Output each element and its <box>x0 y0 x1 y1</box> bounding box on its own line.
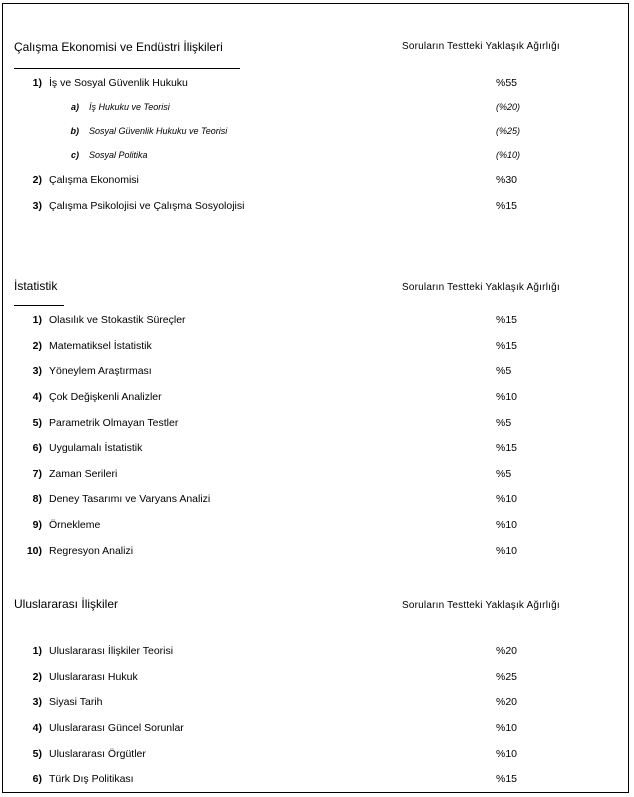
item-number: 6) <box>32 773 42 785</box>
item-label: Örnekleme <box>49 519 101 531</box>
subitem-label: Sosyal Güvenlik Hukuku ve Teorisi <box>89 126 228 136</box>
subitem-label: Sosyal Politika <box>89 150 148 160</box>
item-label: Uluslararası Güncel Sorunlar <box>49 722 184 734</box>
item-label: Deney Tasarımı ve Varyans Analizi <box>49 493 211 505</box>
item-number: 1) <box>32 77 42 89</box>
subitem-label: İş Hukuku ve Teorisi <box>89 102 170 112</box>
item-label: Çalışma Ekonomisi <box>49 174 139 186</box>
item-number: 3) <box>32 365 42 377</box>
item-number: 7) <box>32 468 42 480</box>
item-number: 10) <box>26 545 42 557</box>
item-weight: %10 <box>496 722 518 734</box>
item-label: Çok Değişkenli Analizler <box>49 391 162 403</box>
section-underline <box>14 68 240 69</box>
item-weight: %20 <box>496 696 518 708</box>
section-title: Çalışma Ekonomisi ve Endüstri İlişkileri <box>14 40 223 54</box>
item-number: 2) <box>32 671 42 683</box>
item-weight: %15 <box>496 314 518 326</box>
item-weight: %55 <box>496 77 518 89</box>
item-weight: %30 <box>496 174 518 186</box>
item-weight: %15 <box>496 442 518 454</box>
item-number: 3) <box>32 200 42 212</box>
item-number: 5) <box>32 417 42 429</box>
item-label: Zaman Serileri <box>49 468 118 480</box>
subitem-number: a) <box>70 102 79 112</box>
item-weight: %10 <box>496 748 518 760</box>
subitem-weight: (%10) <box>496 150 521 160</box>
item-number: 3) <box>32 696 42 708</box>
column-header: Soruların Testteki Yaklaşık Ağırlığı <box>402 600 560 611</box>
item-label: Çalışma Psikolojisi ve Çalışma Sosyolojisi <box>49 200 245 212</box>
item-label: Uluslararası Hukuk <box>49 671 138 683</box>
item-number: 8) <box>32 493 42 505</box>
item-number: 5) <box>32 748 42 760</box>
item-weight: %10 <box>496 545 518 557</box>
column-header: Soruların Testteki Yaklaşık Ağırlığı <box>402 41 560 52</box>
item-weight: %10 <box>496 391 518 403</box>
item-number: 1) <box>32 314 42 326</box>
item-label: Parametrik Olmayan Testler <box>49 417 179 429</box>
item-weight: %25 <box>496 671 518 683</box>
item-label: Matematiksel İstatistik <box>49 340 152 352</box>
item-number: 2) <box>32 340 42 352</box>
item-label: İş ve Sosyal Güvenlik Hukuku <box>49 77 188 89</box>
item-weight: %5 <box>496 365 512 377</box>
section-underline <box>14 305 64 306</box>
subitem-weight: (%20) <box>496 102 521 112</box>
item-weight: %15 <box>496 773 518 785</box>
item-label: Türk Dış Politikası <box>49 773 134 785</box>
item-number: 4) <box>32 391 42 403</box>
item-number: 2) <box>32 174 42 186</box>
subitem-number: b) <box>70 126 79 136</box>
item-label: Regresyon Analizi <box>49 545 134 557</box>
item-number: 4) <box>32 722 42 734</box>
item-label: Uluslararası Örgütler <box>49 748 146 760</box>
column-header: Soruların Testteki Yaklaşık Ağırlığı <box>402 282 560 293</box>
item-label: Olasılık ve Stokastik Süreçler <box>49 314 186 326</box>
item-weight: %10 <box>496 519 518 531</box>
item-weight: %10 <box>496 493 518 505</box>
item-weight: %5 <box>496 468 512 480</box>
item-label: Siyasi Tarih <box>49 696 103 708</box>
subitem-weight: (%25) <box>496 126 521 136</box>
item-label: Yöneylem Araştırması <box>49 365 152 377</box>
item-number: 1) <box>32 645 42 657</box>
section-title: Uluslararası İlişkiler <box>14 597 119 611</box>
item-weight: %15 <box>496 340 518 352</box>
item-number: 6) <box>32 442 42 454</box>
item-weight: %5 <box>496 417 512 429</box>
section-title: İstatistik <box>14 279 58 293</box>
subitem-number: c) <box>70 150 79 160</box>
item-weight: %15 <box>496 200 518 212</box>
item-label: Uygulamalı İstatistik <box>49 442 143 454</box>
item-number: 9) <box>32 519 42 531</box>
item-label: Uluslararası İlişkiler Teorisi <box>49 645 174 657</box>
item-weight: %20 <box>496 645 518 657</box>
